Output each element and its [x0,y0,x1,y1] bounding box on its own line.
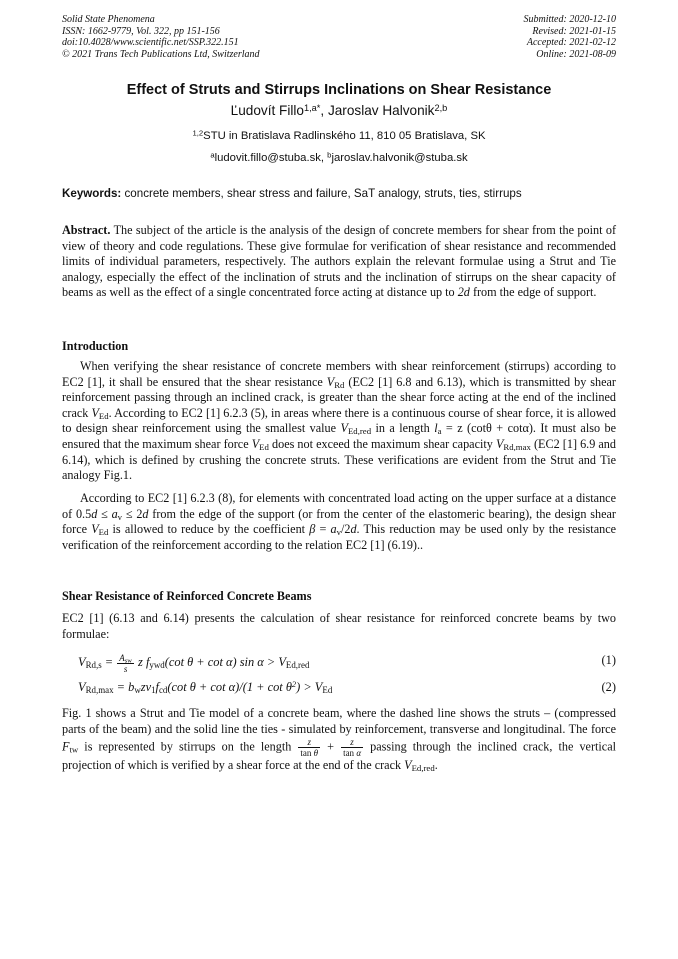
equation-2-body: $V_{Rd,max} = b_wz\nu_1f_{cd}(\cot$ $\theta + \cot \alpha)/(1 + \cot \theta^2) > V_{Ed}$ [78,679,333,696]
var: a [330,522,337,537]
var: l [434,421,438,436]
text-run: is represented by stirrups on the length [78,739,298,754]
text-run: (EC2 [1] 6.9 and 6.14), which is defined by crushing the concrete struts. These verifications are evident from the Strut and Tie analogy Fig.1. [62,436,616,483]
abstract-var: 2d [457,285,470,300]
abstract-label: Abstract. [62,223,111,237]
fraction-z-tan-alpha: $\frac{z}{\text{tan α}}$ [343,737,362,759]
author-2: Jaroslav Halvonik [327,103,435,118]
shear-paragraph-2: Fig. 1 shows a Strut and Tie model of a concrete beam, where the dashed line shows the struts – (compressed parts of the beam) and the solid line the ties - simulated by reinforcement, transverse and longitudinal. The force $F_{tw}$ is represented by stirrups on the length $\frac{z}{\text{tan θ}}$ + $\frac{z}{\text{tan α}}$ passing through the inclined crack, the vertical projection of which is verified by a shear force at the end of the crack $V_{Ed,red}$. [62,706,617,774]
text-run: When verifying the shear resistance of concrete members with shear reinforcement (stirrups) according to EC2 [1], it shall be ensured that the shear resistance [62,359,616,389]
text-run: passing through the inclined crack, the vertical projection of which is verified by a shear force at the end of the crack [62,739,617,773]
affiliation [62,130,616,142]
author-2-sup: 2,b [434,102,448,113]
author-emails [62,152,616,164]
abstract-end: from the edge of support. [469,285,597,300]
keywords-text: concrete members, shear stress and failure, SaT analogy, struts, ties, stirrups [121,187,522,200]
abstract [62,223,616,301]
accepted-date: Accepted: 2021-02-12 [526,37,616,49]
text-run: from the edge of the support (or from the center of the elastomeric bearing), the design shear force [62,506,616,537]
email-b[interactable]: jaroslav.halvonik@stuba.sk [331,152,468,164]
sub: Ed,red [411,763,435,774]
sub: v [336,527,341,538]
sub: Ed [98,410,109,421]
journal-name: Solid State Phenomena [62,14,155,25]
affiliation-sup: 1,2 [192,128,204,138]
var: F [62,739,70,754]
text-run: is allowed to reduce by the coefficient [108,522,310,537]
text-run: = [315,522,331,537]
author-sep: , [320,103,328,118]
text-run: in a length [371,421,435,436]
author-1: Ľudovít Fillo [230,103,304,118]
keywords-label: Keywords: [62,187,122,200]
section-heading-shear-resistance: Shear Resistance of Reinforced Concrete Beams [62,589,312,603]
text-run: . This reduction may be used only by the resistance verification of the reinforcement according to the relation EC2 [1] (6.19).. [62,522,617,552]
journal-info [62,14,260,60]
issn: ISSN: 1662-9779, Vol. 322, pp 151-156 [62,25,220,37]
equation-1 [78,653,616,674]
sub: Rd,max [503,442,531,453]
text-run: /2 [340,522,351,537]
var: V [251,436,260,451]
var: d [142,506,149,521]
var: d [91,506,98,521]
var: V [495,436,504,451]
var: V [340,421,348,436]
text-run: ≤ [97,506,112,521]
intro-paragraph-2 [62,491,616,553]
var: β [309,522,316,537]
submitted-date: Submitted: 2020-12-10 [523,14,616,25]
keywords [62,187,616,200]
affiliation-text: STU in Bratislava Radlinského 11, 810 05 Bratislava, SK [203,130,486,142]
fraction: $\frac{A_{sw}}{s}$ [119,653,132,674]
text-run: . According to EC2 [1] 6.2.3 (5), in areas where there is a continuous course of shear force, it is allowed to design shear reinforcement using the smallest value [62,405,616,436]
revised-date: Revised: 2021-01-15 [532,25,616,37]
var: V [91,405,99,420]
doi: doi:10.4028/www.scientific.net/SSP.322.151 [62,37,239,49]
fraction-z-tan-theta: $\frac{z}{\text{tan θ}}$ [300,737,319,759]
var: V [91,522,99,537]
sub: Ed [98,527,109,538]
paper-title: Effect of Struts and Stirrups Inclinations on Shear Resistance [126,82,552,98]
shear-paragraph-1: EC2 [1] (6.13 and 6.14) presents the calculation of shear resistance for reinforced concrete beams by two formulae: [62,611,616,641]
var: d [350,522,357,537]
sub: Rd [334,379,345,390]
text-run: ≤ 2 [122,506,143,521]
email-a[interactable]: ludovit.fillo@stuba.sk, [214,152,328,164]
submission-dates [524,14,617,60]
abstract-text: The subject of the article is the analysis of the design of concrete members for shear from the point of view of theory and code regulations. These give formulae for verification of shear resistance and recommended limits of individual parameters, respectively. The authors explain the relevant formulae using a Strut and Tie analogy, especially the effect of the inclination of struts and the inclination of stirrups on the shear capacity of beams as well as the effect of a single concentrated force acting at distance up to [62,223,616,300]
var: V [404,758,412,773]
sub: Ed [259,442,269,453]
text-run: . [434,758,438,773]
var: V [326,374,335,389]
text-run: Fig. 1 shows a Strut and Tie model of a concrete beam, where the dashed line shows the struts – (compressed parts of the beam) and the solid line the ties - simulated by reinforcement, transverse and longitudinal. The force [62,706,616,736]
equation-1-body: $V_{Rd,s}$ = $\frac{A_{sw}}{s}$ z $f_{ywd}(\cot$ θ + cot α) $\sin \alpha > V_{Ed,red}$ [78,653,310,674]
sub: a [437,426,442,437]
email-b-sup: b [327,150,332,160]
sub: v [117,511,123,522]
sub: Ed,red [347,426,372,437]
text-run: does not exceed the maximum shear capacity [268,436,496,451]
sub: tw [69,744,79,755]
section-heading-introduction: Introduction [62,339,129,353]
equation-1-number: (1) [601,653,616,667]
equation-2-number: (2) [601,680,616,694]
online-date: Online: 2021-08-09 [536,48,616,60]
copyright: © 2021 Trans Tech Publications Ltd, Switzerland [62,48,260,60]
text-run: (EC2 [1] 6.8 and 6.13), which is transmitted by shear reinforcement passing through an inclined crack, is greater than the shear force acting at the end of the inclined crack [62,374,616,420]
text-run: According to EC2 [1] 6.2.3 (8), for elements with concentrated load acting on the upper surface at a distance of 0.5 [62,491,616,521]
author-1-sup: 1,a* [303,102,321,113]
text-run: = z (cotθ + cotα). It must also be ensured that the maximum shear force [62,421,617,451]
author-line [62,103,616,118]
email-a-sup: a [210,150,215,160]
var: a [111,506,118,521]
equation-2 [78,680,616,695]
intro-paragraph-1 [62,359,616,484]
